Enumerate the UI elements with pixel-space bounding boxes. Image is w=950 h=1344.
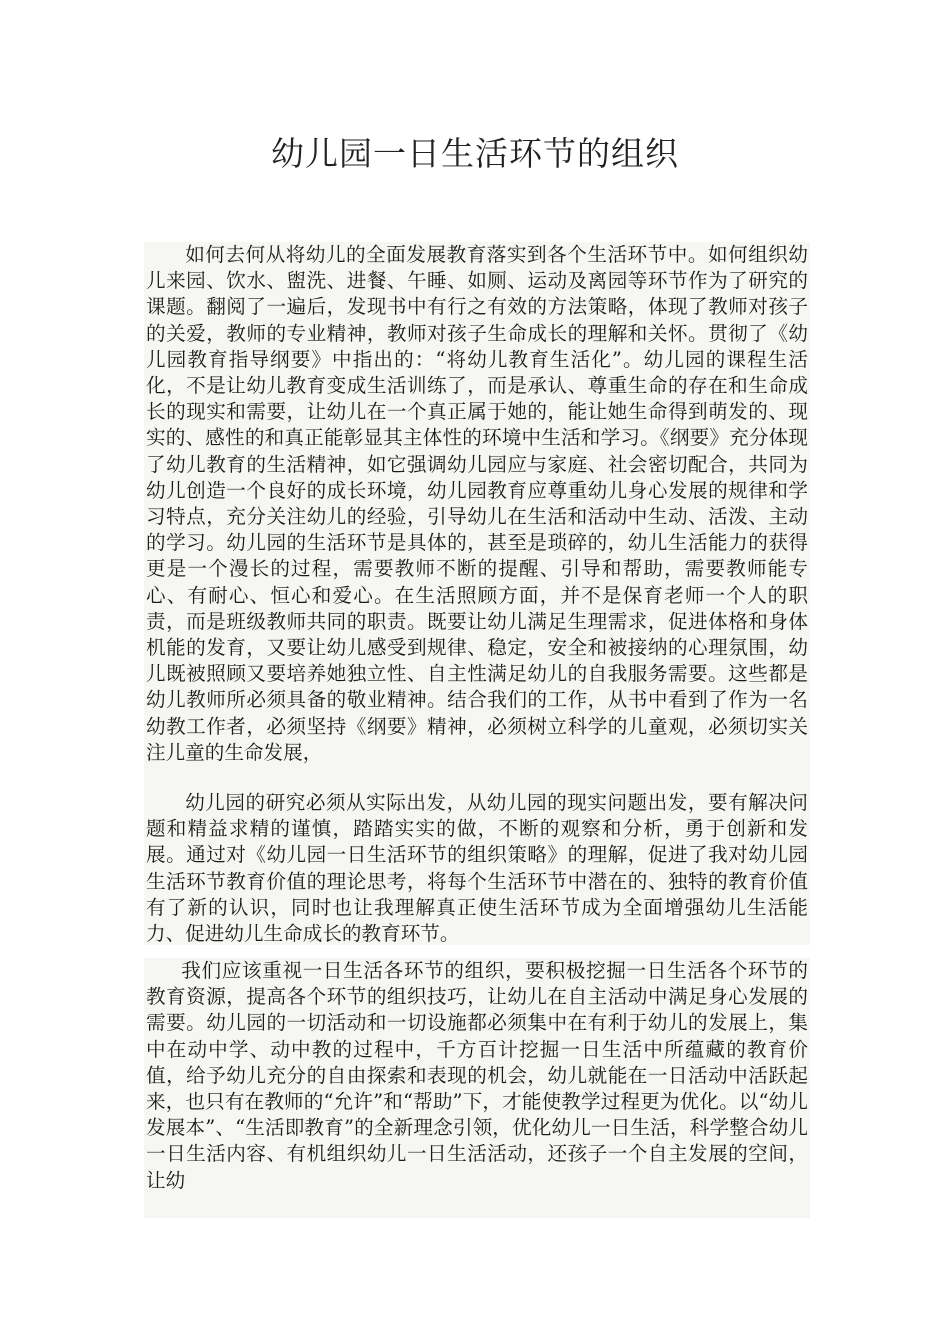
body-paragraph-2: 幼儿园的研究必须从实际出发，从幼儿园的现实问题出发，要有解决问题和精益求精的谨慎，踏踏实实的做，不断的观察和分析，勇于创新和发展。通过对《幼儿园一日生活环节的组织策略》的理解，促进了我对幼儿园生活环节教育价值的理论思考，将每个生活环节中潜在的、独特的教育价值有了新的认识，同时也让我理解真正使生活环节成为全面增强幼儿生活能力、促进幼儿生命成长的教育环节。 xyxy=(146,791,808,946)
body-paragraph-3: 我们应该重视一日生活各环节的组织，要积极挖掘一日生活各个环节的教育资源，提高各个环节的组织技巧，让幼儿在自主活动中满足身心发展的需要。幼儿园的一切活动和一切设施都必须集中在有利于幼儿的发展上，集中在动中学、动中教的过程中，千方百计挖掘一日生活中所蕴藏的教育价值，给予幼儿充分的自由探索和表现的机会，幼儿就能在一日活动中活跃起来，也只有在教师的“允许”和“帮助”下，才能使教学过程更为优化。以“幼儿发展本”、“生活即教育”的全新理念引领，优化幼儿一日生活，科学整合幼儿一日生活内容、有机组织幼儿一日生活活动，还孩子一个自主发展的空间，让幼 xyxy=(144,958,810,1218)
document-title: 幼儿园一日生活环节的组织 xyxy=(271,134,679,173)
body-paragraph-1: 如何去何从将幼儿的全面发展教育落实到各个生活环节中。如何组织幼儿来园、饮水、盥洗、进餐、午睡、如厕、运动及离园等环节作为了研究的课题。翻阅了一遍后，发现书中有行之有效的方法策略，体现了教师对孩子的关爱，教师的专业精神，教师对孩子生命成长的理解和关怀。贯彻了《幼儿园教育指导纲要》中指出的：“将幼儿教育生活化”。幼儿园的课程生活化，不是让幼儿教育变成生活训练了，而是承认、尊重生命的存在和生命成长的现实和需要，让幼儿在一个真正属于她的，能让她生命得到萌发的、现实的、感性的和真正能彰显其主体性的环境中生活和学习。《纲要》充分体现了幼儿教育的生活精神，如它强调幼儿园应与家庭、社会密切配合，共同为幼儿创造一个良好的成长环境，幼儿园教育应尊重幼儿身心发展的规律和学习特点，充分关注幼儿的经验，引导幼儿在生活和活动中生动、活泼、主动的学习。幼儿园的生活环节是具体的，甚至是琐碎的，幼儿生活能力的获得更是一个漫长的过程，需要教师不断的提醒、引导和帮助，需要教师能专心、有耐心、恒心和爱心。在生活照顾方面，并不是保育老师一个人的职责，而是班级教师共同的职责。既要让幼儿满足生理需求，促进体格和身体机能的发育，又要让幼儿感受到规律、稳定，安全和被接纳的心理氛围，幼儿既被照顾又要培养她独立性、自主性满足幼儿的自我服务需要。这些都是幼儿教师所必须具备的敬业精神。结合我们的工作，从书中看到了作为一名幼教工作者，必须坚持《纲要》精神，必须树立科学的儿童观，必须切实关注儿童的生命发展， xyxy=(144,242,810,790)
